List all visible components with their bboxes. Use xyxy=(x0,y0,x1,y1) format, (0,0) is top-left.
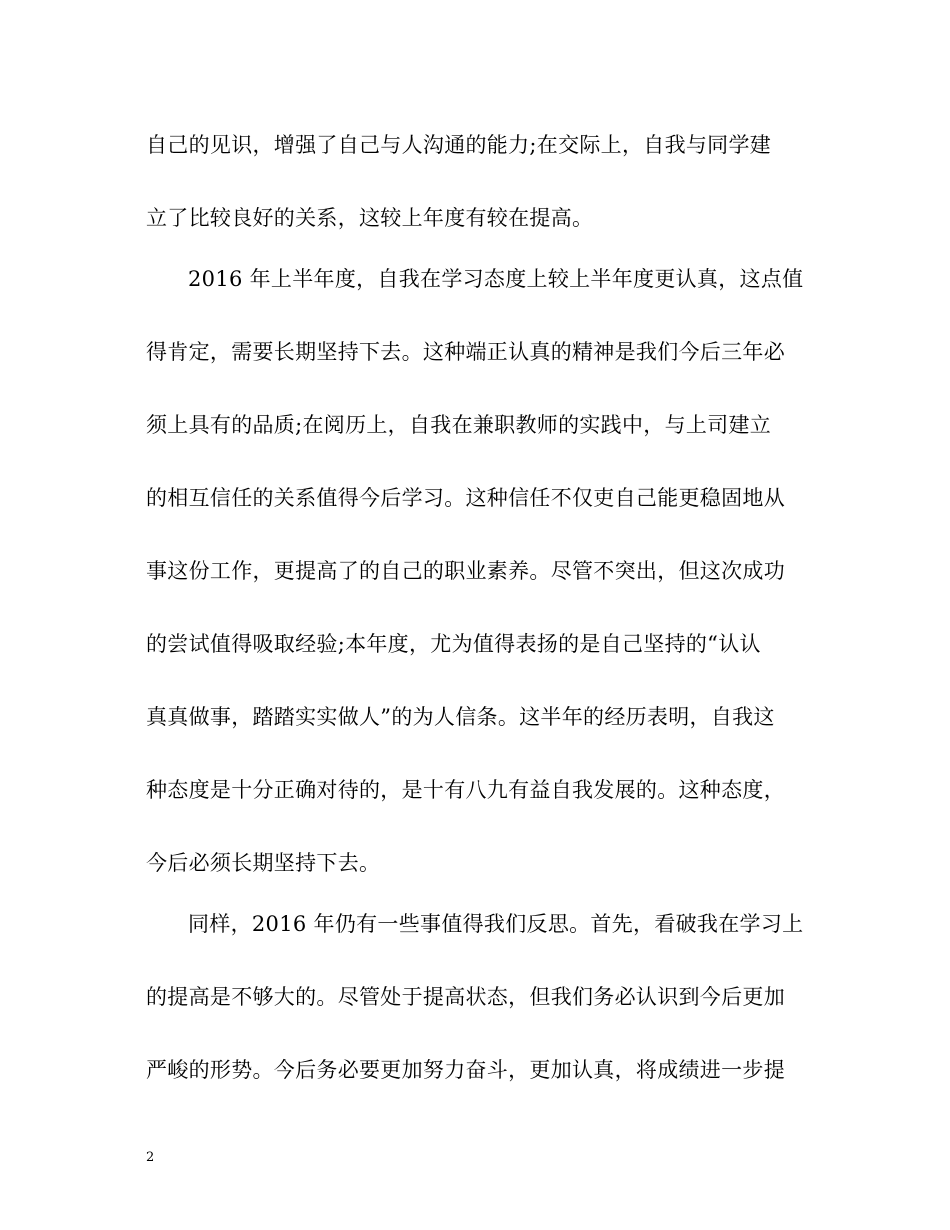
page-number: 2 xyxy=(146,1150,155,1165)
paragraph-start-line: 同样，2016 年仍有一些事值得我们反思。首先，看破我在学习上 xyxy=(188,912,804,936)
text-line: 真真做事，踏踏实实做人”的为人信条。这半年的经历表明，自我这 xyxy=(146,705,775,729)
paragraph-start-line: 2016 年上半年度，自我在学习态度上较上半年度更认真，这点值 xyxy=(188,267,804,291)
text-line: 得肯定，需要长期坚持下去。这种端正认真的精神是我们今后三年必 xyxy=(146,340,785,364)
text-line: 的尝试值得吸取经验;本年度，尤为值得表扬的是自己坚持的“认认 xyxy=(146,632,761,656)
text-line: 严峻的形势。今后务必要更加努力奋斗，更加认真，将成绩进一步提 xyxy=(146,1058,785,1082)
text-line: 的提高是不够大的。尽管处于提高状态，但我们务必认识到今后更加 xyxy=(146,985,785,1009)
text-line: 今后必须长期坚持下去。 xyxy=(146,851,381,875)
text-line: 事这份工作，更提高了的自己的职业素养。尽管不突出，但这次成功 xyxy=(146,559,785,583)
text-line: 的相互信任的关系值得今后学习。这种信任不仅吏自己能更稳固地从 xyxy=(146,486,785,510)
text-line: 种态度是十分正确对待的，是十有八九有益自我发展的。这种态度， xyxy=(146,778,785,802)
text-line: 立了比较良好的关系，这较上年度有较在提高。 xyxy=(146,206,594,230)
text-line: 须上具有的品质;在阅历上，自我在兼职教师的实践中，与上司建立 xyxy=(146,413,772,437)
text-line: 自己的见识，增强了自己与人沟通的能力;在交际上，自我与同学建 xyxy=(146,133,772,157)
